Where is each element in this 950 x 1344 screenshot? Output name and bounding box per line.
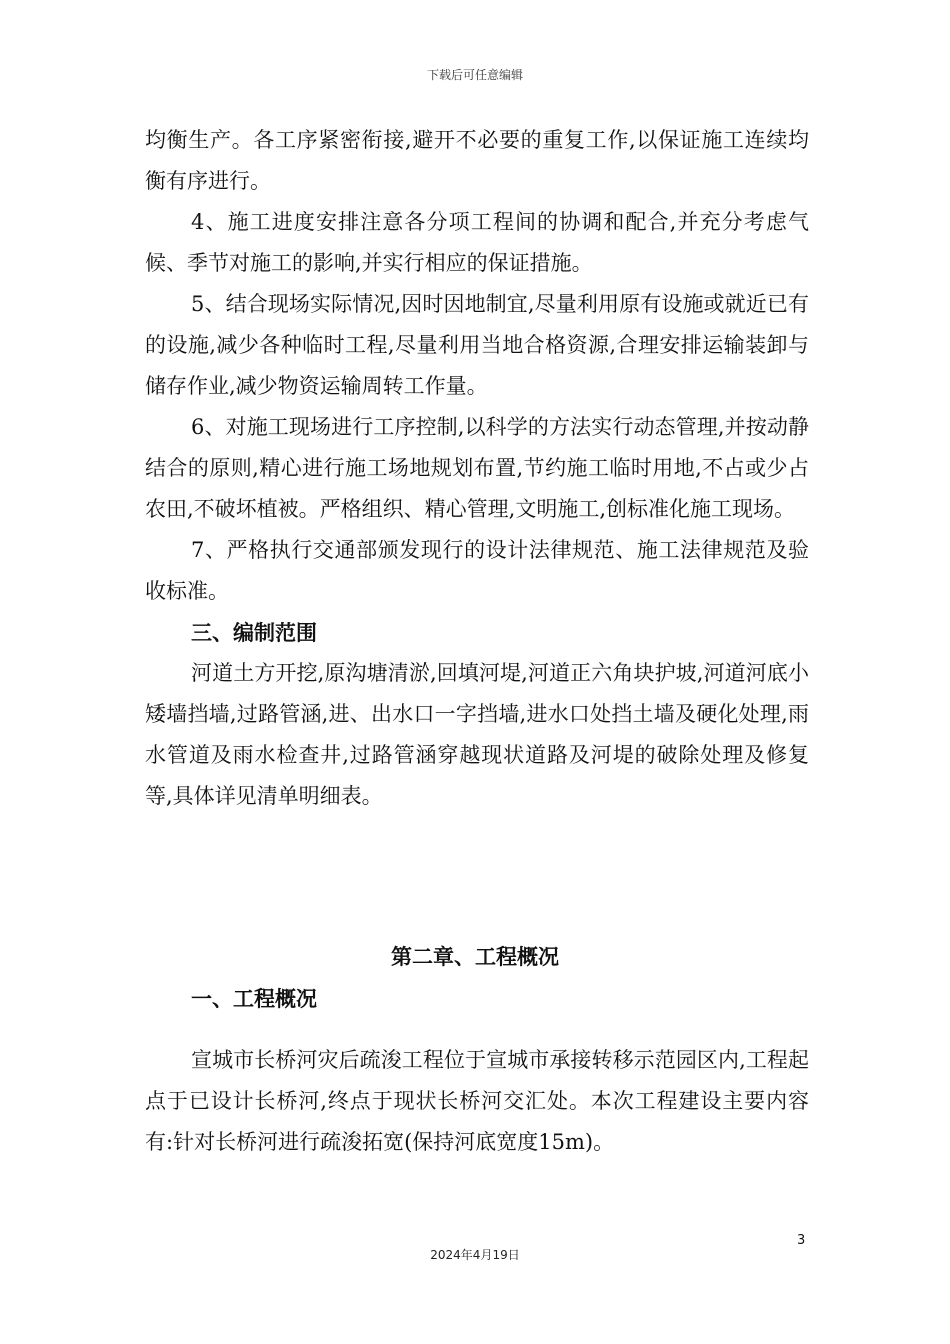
paragraph-item-4: 4、施工进度安排注意各分项工程间的协调和配合,并充分考虑气候、季节对施工的影响,并实行相应的保证措施。 bbox=[145, 210, 809, 275]
section-title: 一、工程概况 bbox=[191, 986, 317, 1011]
overview-body bbox=[145, 1040, 809, 1163]
paragraph-item-6: 6、对施工现场进行工序控制,以科学的方法实行动态管理,并按动静结合的原则,精心进行施工场地规划布置,节约施工临时用地,不占或少占农田,不破坏植被。严格组织、精心管理,文明施工,创标准化施工现场。 bbox=[145, 415, 809, 521]
page-header: 下载后可任意编辑 bbox=[426, 68, 523, 82]
chapter-title: 第二章、工程概况 bbox=[391, 944, 559, 969]
paragraph-scope: 河道土方开挖,原沟塘清淤,回填河堤,河道正六角块护坡,河道河底小矮墙挡墙,过路管涵,进、出水口一字挡墙,进水口处挡土墙及硬化处理,雨水管道及雨水检查井,过路管涵穿越现状道路及河堤的破除处理及修复等,具体详见清单明细表。 bbox=[145, 661, 809, 808]
paragraph-item-7: 7、严格执行交通部颁发现行的设计法律规范、施工法律规范及验收标准。 bbox=[145, 538, 809, 603]
paragraph-continuation: 均衡生产。各工序紧密衔接,避开不必要的重复工作,以保证施工连续均衡有序进行。 bbox=[145, 128, 809, 193]
document-body bbox=[145, 120, 809, 817]
section-heading-overview bbox=[145, 978, 809, 1019]
paragraph-item-5: 5、结合现场实际情况,因时因地制宜,尽量利用原有设施或就近已有的设施,减少各种临时工程,尽量利用当地合格资源,合理安排运输装卸与储存作业,减少物资运输周转工作量。 bbox=[145, 292, 809, 398]
paragraph-overview: 宣城市长桥河灾后疏浚工程位于宣城市承接转移示范园区内,工程起点于已设计长桥河,终点于现状长桥河交汇处。本次工程建设主要内容有:针对长桥河进行疏浚拓宽(保持河底宽度15m)。 bbox=[145, 1048, 809, 1154]
section-heading-scope: 三、编制范围 bbox=[191, 620, 317, 645]
page-number: 3 bbox=[797, 1233, 806, 1248]
footer-date: 2024年4月19日 bbox=[430, 1248, 520, 1262]
